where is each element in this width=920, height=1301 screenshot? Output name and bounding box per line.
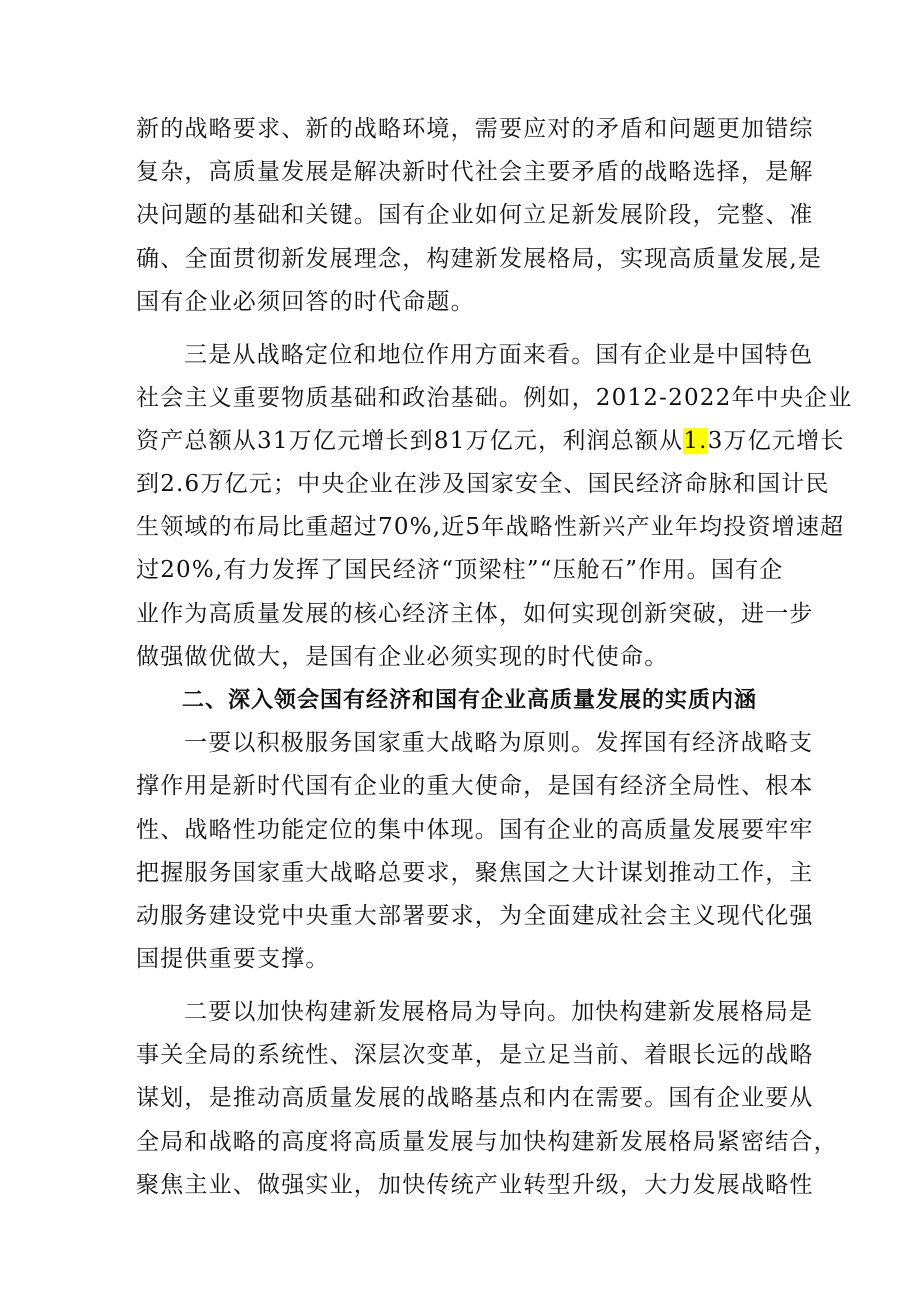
paragraph-line: 决问题的基础和关键。国有企业如何立足新发展阶段，完整、准 xyxy=(136,202,814,229)
paragraph-line: 复杂，高质量发展是解决新时代社会主要矛盾的战略选择，是解 xyxy=(136,159,814,186)
line-text: 3万亿元增长 xyxy=(707,427,845,454)
paragraph-line: 三是从战略定位和地位作用方面来看。国有企业是中国特色 xyxy=(184,341,814,368)
paragraph-line: 业作为高质量发展的核心经济主体，如何实现创新突破，进一步 xyxy=(136,600,814,627)
paragraph-line: 一要以积极服务国家重大战略为原则。发挥国有经济战略支 xyxy=(184,730,814,757)
paragraph-line: 把握服务国家重大战略总要求，聚焦国之大计谋划推动工作，主 xyxy=(136,859,814,886)
paragraph-line: 生领域的布局比重超过70%,近5年战略性新兴产业年均投资增速超 xyxy=(136,514,845,541)
highlighted-text: 1. xyxy=(683,427,708,454)
paragraph-line: 国提供重要支撑。 xyxy=(136,946,330,973)
paragraph-line: 新的战略要求、新的战略环境，需要应对的矛盾和问题更加错综 xyxy=(136,116,814,142)
paragraph-line: 到2.6万亿元；中央企业在涉及国家安全、国民经济命脉和国计民 xyxy=(136,471,830,498)
paragraph-line: 撑作用是新时代国有企业的重大使命，是国有经济全局性、根本 xyxy=(136,773,814,800)
paragraph-line: 谋划，是推动高质量发展的战略基点和内在需要。国有企业要从 xyxy=(136,1085,814,1112)
paragraph-line: 过20%,有力发挥了国民经济“顶梁柱”“压舱石”作用。国有企 xyxy=(136,557,784,584)
section-heading: 二、深入领会国有经济和国有企业高质量发展的实质内涵 xyxy=(182,688,758,714)
line-text: 资产总额从31万亿元增长到81万亿元，利润总额从 xyxy=(136,427,684,454)
paragraph-line: 社会主义重要物质基础和政治基础。例如，2012-2022年中央企业 xyxy=(136,384,853,411)
paragraph-line: 性、战略性功能定位的集中体现。国有企业的高质量发展要牢牢 xyxy=(136,816,814,843)
paragraph-line: 动服务建设党中央重大部署要求，为全面建成社会主义现代化强 xyxy=(136,902,814,929)
paragraph-line xyxy=(136,420,845,463)
paragraph-line: 国有企业必须回答的时代命题。 xyxy=(136,288,475,315)
paragraph-line: 聚焦主业、做强实业，加快传统产业转型升级，大力发展战略性 xyxy=(136,1171,814,1198)
paragraph-line: 做强做优做大，是国有企业必须实现的时代使命。 xyxy=(136,643,669,670)
paragraph-line: 全局和战略的高度将高质量发展与加快构建新发展格局紧密结合， xyxy=(136,1128,838,1155)
paragraph-line: 二要以加快构建新发展格局为导向。加快构建新发展格局是 xyxy=(184,998,814,1025)
paragraph-line: 确、全面贯彻新发展理念，构建新发展格局，实现高质量发展,是 xyxy=(136,245,823,272)
paragraph-line: 事关全局的系统性、深层次变革，是立足当前、着眼长远的战略 xyxy=(136,1042,814,1069)
document-body xyxy=(136,108,853,1207)
